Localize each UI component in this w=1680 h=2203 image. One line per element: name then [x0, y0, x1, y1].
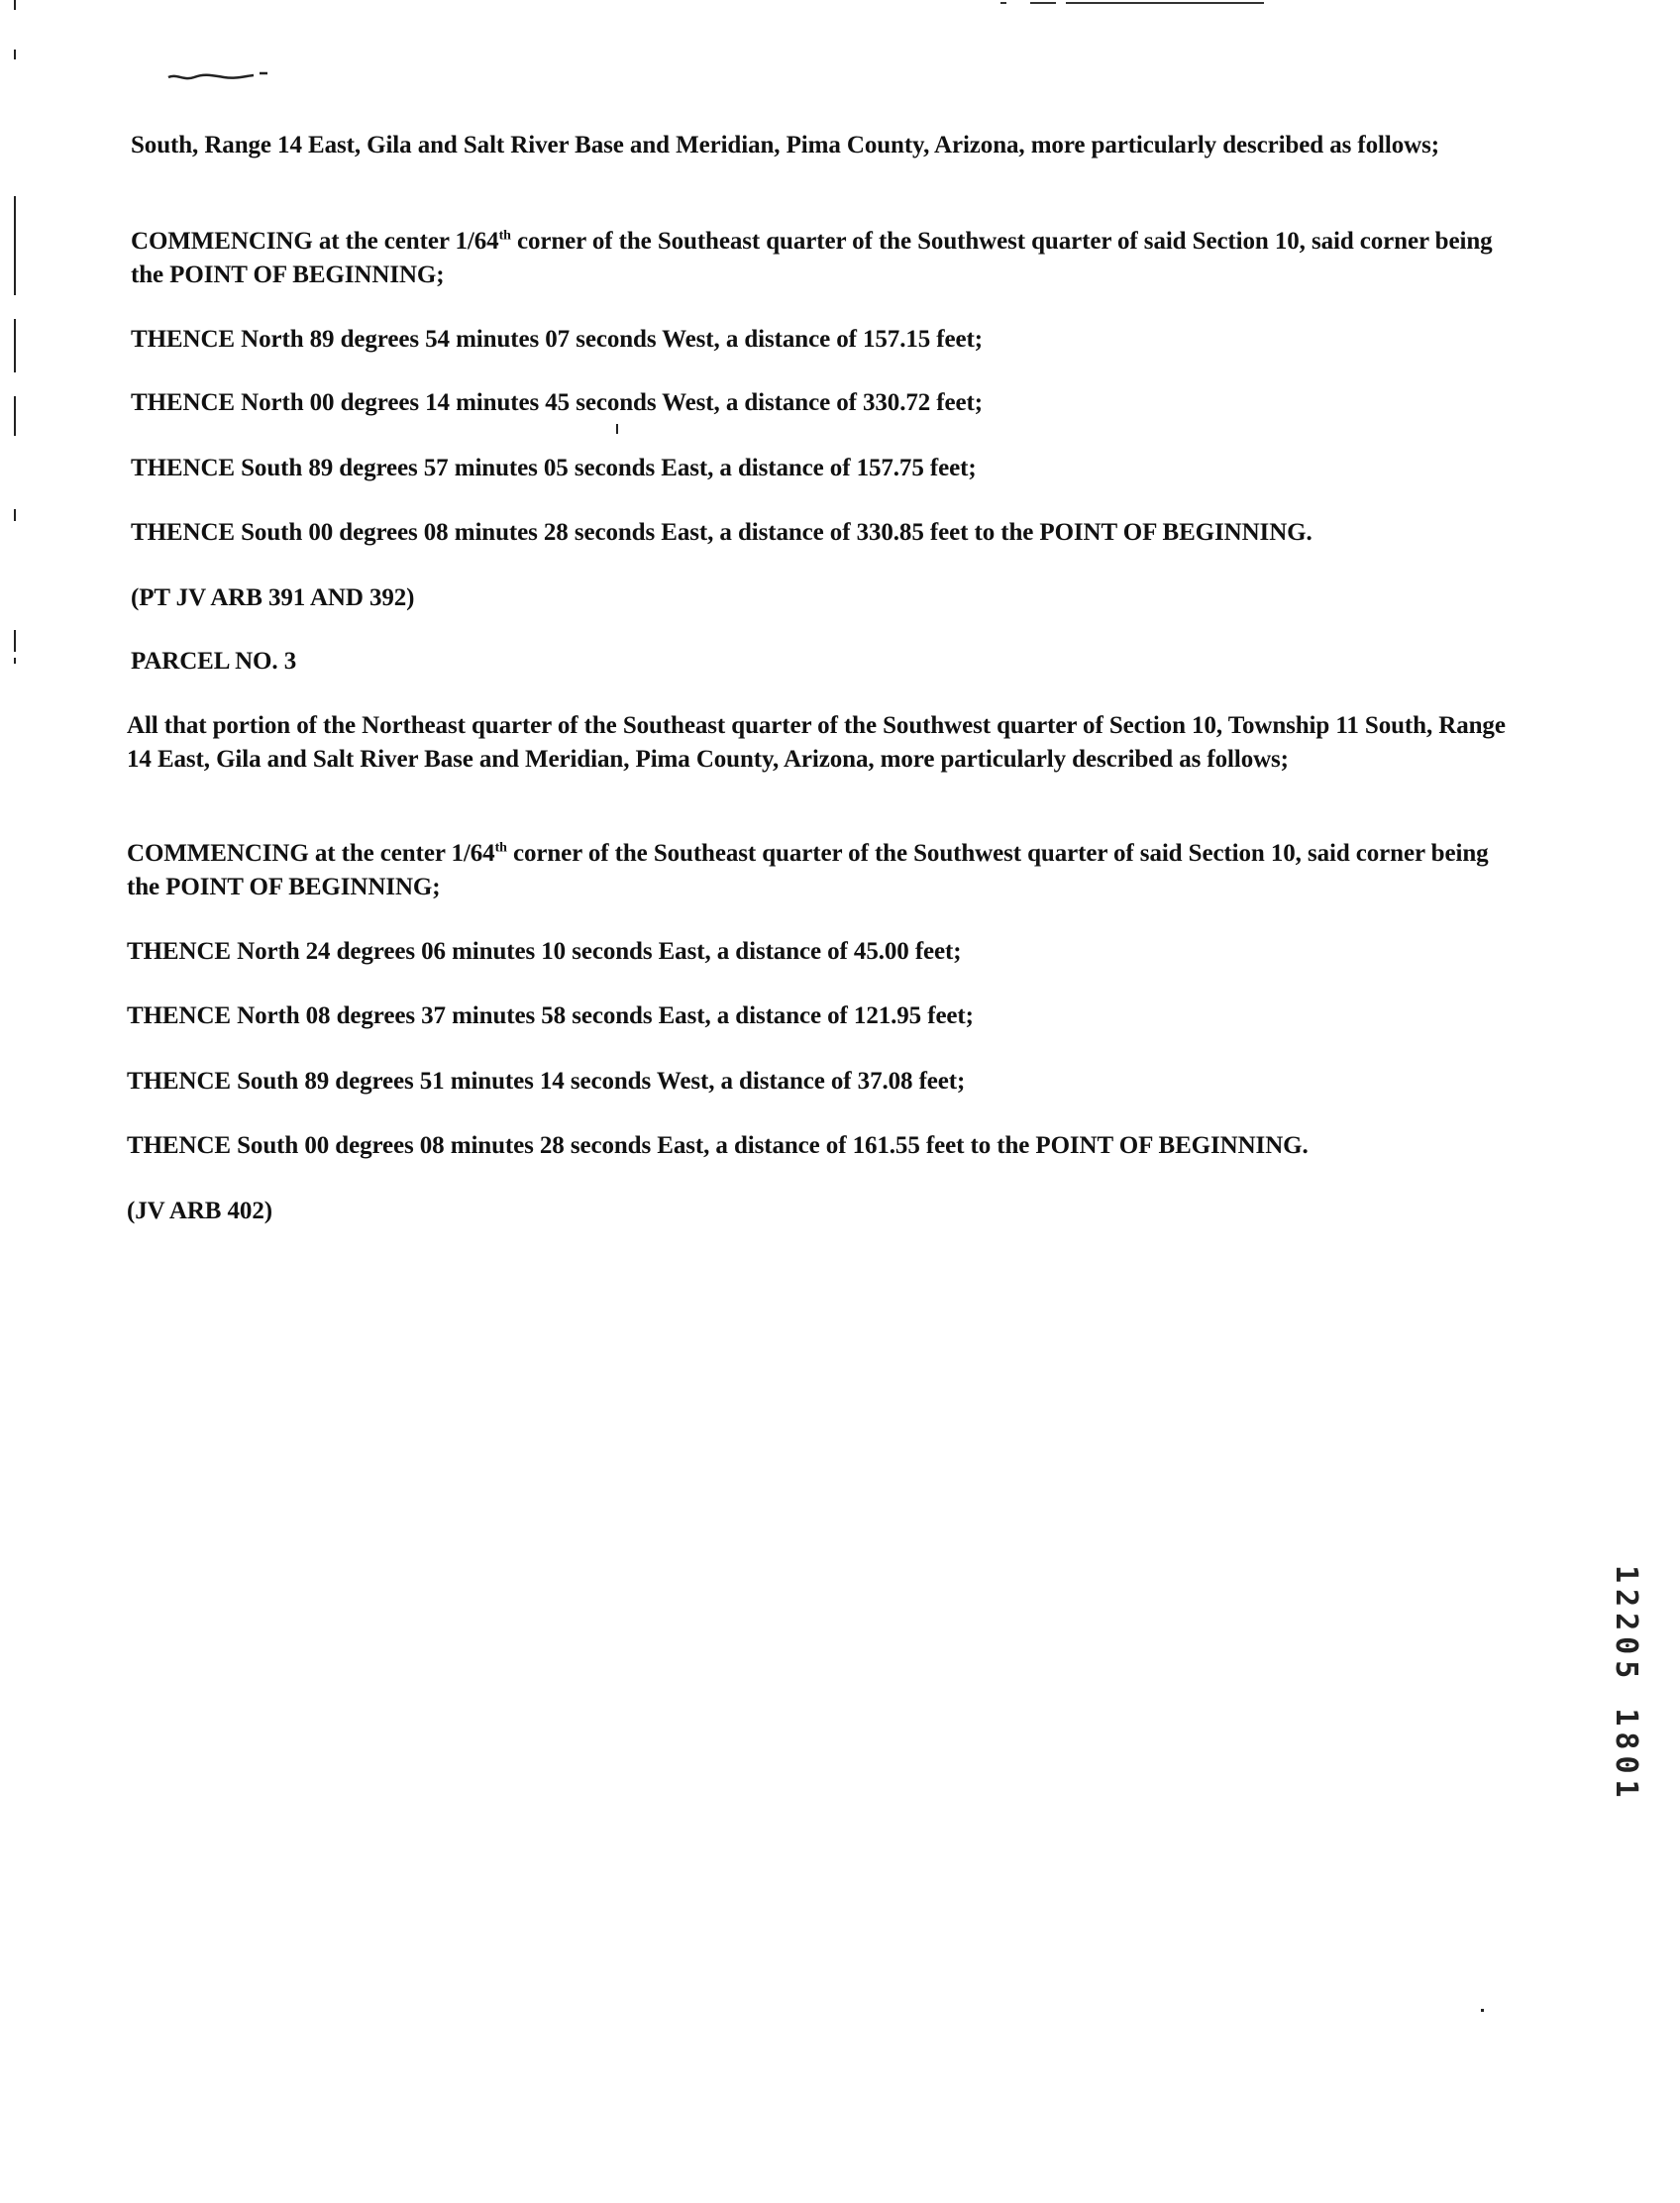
ordinal-superscript: th	[498, 228, 511, 244]
paragraph-text-end: corner of the Southeast quarter of the Southwest quarter of said Section 10, said corner being the POINT OF BEGINNING;	[127, 840, 1489, 900]
reference-line: (PT JV ARB 391 AND 392)	[131, 584, 415, 611]
scan-artifact-margin-mark	[14, 658, 16, 664]
course-line: THENCE South 89 degrees 57 minutes 05 seconds East, a distance of 157.75 feet;	[131, 455, 977, 481]
scan-artifact-speck	[1481, 2009, 1484, 2012]
scan-artifact-margin-mark	[14, 319, 16, 372]
paragraph-text-end: corner of the Southeast quarter of the Southwest quarter of said Section 10, said corner being the POINT OF BEGINNING;	[131, 228, 1493, 288]
reference-line: (JV ARB 402)	[127, 1198, 272, 1224]
course-line: THENCE North 89 degrees 54 minutes 07 seconds West, a distance of 157.15 feet;	[131, 326, 983, 353]
scan-artifact-top-dot	[1000, 2, 1006, 4]
scan-artifact-margin-mark	[14, 509, 16, 521]
course-line: THENCE South 89 degrees 51 minutes 14 seconds West, a distance of 37.08 feet;	[127, 1068, 966, 1095]
paragraph-text-start: COMMENCING at the center 1/64	[127, 840, 495, 867]
scan-artifact-top-dash	[1030, 2, 1056, 4]
course-line: THENCE South 00 degrees 08 minutes 28 seconds East, a distance of 330.85 feet to the POINT OF BEGINNING.	[131, 519, 1312, 546]
parcel-heading: PARCEL NO. 3	[131, 648, 297, 675]
scan-artifact-margin-mark	[14, 630, 16, 652]
course-line: THENCE North 24 degrees 06 minutes 10 seconds East, a distance of 45.00 feet;	[127, 938, 962, 965]
scan-artifact-speck	[616, 424, 618, 434]
handwritten-squiggle	[164, 67, 273, 85]
recording-stamp	[1610, 1565, 1643, 1932]
scan-artifact-margin-mark	[14, 196, 16, 295]
legal-description-paragraph: South, Range 14 East, Gila and Salt River Base and Meridian, Pima County, Arizona, more particularly described as follows;	[131, 132, 1439, 158]
scan-artifact-margin-mark	[14, 0, 16, 10]
recording-stamp-text: 12205 1801	[1609, 1565, 1643, 1804]
ordinal-superscript: th	[494, 840, 507, 856]
scan-artifact-margin-mark	[14, 396, 16, 436]
scan-artifact-margin-mark	[14, 50, 16, 59]
legal-description-paragraph	[131, 225, 1518, 292]
scan-artifact-top-rule	[1066, 2, 1264, 4]
legal-description-paragraph	[127, 837, 1514, 904]
course-line: THENCE North 00 degrees 14 minutes 45 seconds West, a distance of 330.72 feet;	[131, 389, 983, 416]
legal-description-paragraph: All that portion of the Northeast quarter of the Southeast quarter of the Southwest quarter of Section 10, Township 11 South, Range 14 East, Gila and Salt River Base and Meridian, Pima County, Arizona, more particularly described as follows;	[127, 712, 1506, 773]
course-line: THENCE North 08 degrees 37 minutes 58 seconds East, a distance of 121.95 feet;	[127, 1002, 974, 1029]
course-line: THENCE South 00 degrees 08 minutes 28 seconds East, a distance of 161.55 feet to the POINT OF BEGINNING.	[127, 1132, 1309, 1159]
paragraph-text-start: COMMENCING at the center 1/64	[131, 228, 499, 255]
